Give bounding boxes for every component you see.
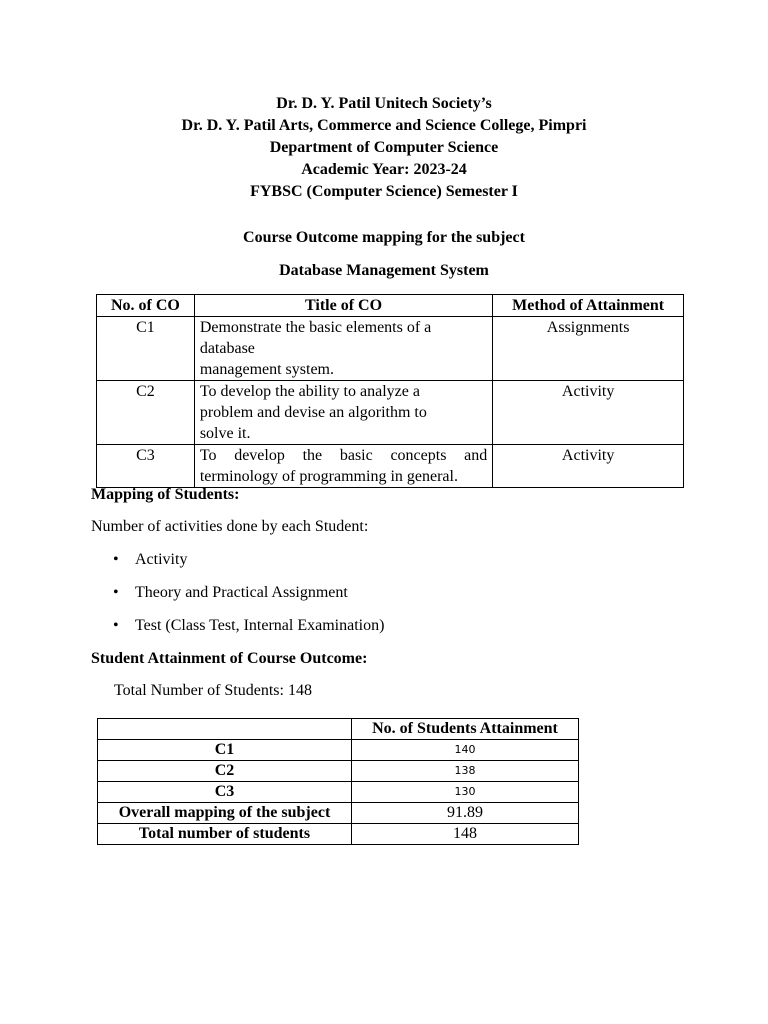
co-method: Activity — [493, 445, 684, 488]
co-number: C3 — [97, 445, 195, 488]
co-method: Assignments — [493, 317, 684, 381]
row-label: C1 — [98, 740, 352, 761]
society-name: Dr. D. Y. Patil Unitech Society’s — [276, 95, 492, 112]
table-row — [98, 761, 579, 782]
table-row — [98, 782, 579, 803]
bullet-icon: • — [113, 551, 119, 568]
row-value: 148 — [352, 824, 579, 845]
table-row — [98, 740, 579, 761]
bullet-icon: • — [113, 584, 119, 601]
co-title-line: To develop the basic concepts and — [199, 447, 488, 464]
co-title — [194, 381, 492, 445]
row-label: Overall mapping of the subject — [98, 803, 352, 824]
department-name: Department of Computer Science — [269, 139, 499, 156]
row-value: 91.89 — [352, 803, 579, 824]
table-row — [97, 381, 684, 445]
academic-year: Academic Year: 2023-24 — [301, 161, 467, 178]
list-item-label: Theory and Practical Assignment — [135, 584, 348, 601]
attainment-heading: Student Attainment of Course Outcome: — [91, 650, 368, 667]
co-title-line: Demonstrate the basic elements of a — [199, 319, 432, 336]
list-item-label: Activity — [135, 551, 188, 568]
row-value: 138 — [352, 761, 579, 782]
list-item — [113, 615, 384, 648]
activities-intro: Number of activities done by each Student: — [91, 518, 369, 535]
mapping-students-heading: Mapping of Students: — [91, 486, 240, 503]
activities-list — [113, 549, 384, 648]
document-header — [0, 93, 768, 203]
row-value: 140 — [352, 740, 579, 761]
table-header-row — [97, 295, 684, 317]
co-title-line: database — [199, 340, 255, 357]
college-name: Dr. D. Y. Patil Arts, Commerce and Science College, Pimpri — [181, 117, 587, 134]
co-title-line: solve it. — [199, 425, 251, 442]
table-header-row — [98, 719, 579, 740]
course-outcome-table — [96, 294, 684, 488]
list-item — [113, 549, 384, 582]
table-row — [97, 445, 684, 488]
co-title — [194, 317, 492, 381]
empty-header-cell — [98, 719, 352, 740]
list-item-label: Test (Class Test, Internal Examination) — [135, 617, 385, 634]
co-title-line: management system. — [199, 361, 334, 378]
list-item — [113, 582, 384, 615]
row-label: C2 — [98, 761, 352, 782]
co-title-line: To develop the ability to analyze a — [199, 383, 420, 400]
co-title-line: terminology of programming in general. — [199, 468, 458, 485]
co-number: C2 — [97, 381, 195, 445]
bullet-icon: • — [113, 617, 119, 634]
column-header: Method of Attainment — [493, 295, 684, 317]
table-row — [97, 317, 684, 381]
co-title-line: problem and devise an algorithm to — [199, 404, 427, 421]
table-row — [98, 824, 579, 845]
column-header: No. of Students Attainment — [352, 719, 579, 740]
co-number: C1 — [97, 317, 195, 381]
row-value: 130 — [352, 782, 579, 803]
mapping-title: Course Outcome mapping for the subject — [243, 229, 525, 246]
total-students-line: Total Number of Students: 148 — [114, 682, 312, 699]
class-semester: FYBSC (Computer Science) Semester I — [250, 183, 518, 200]
co-title — [194, 445, 492, 488]
table-row — [98, 803, 579, 824]
attainment-table — [97, 718, 579, 845]
column-header: Title of CO — [194, 295, 492, 317]
row-label: Total number of students — [98, 824, 352, 845]
column-header: No. of CO — [97, 295, 195, 317]
row-label: C3 — [98, 782, 352, 803]
co-method: Activity — [493, 381, 684, 445]
subject-name: Database Management System — [279, 262, 489, 279]
